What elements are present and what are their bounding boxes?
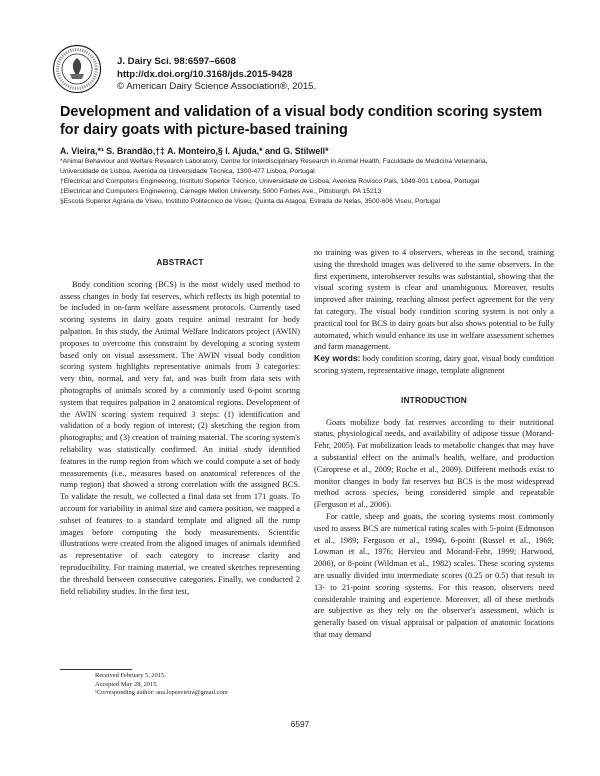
affiliation-line: *Animal Behaviour and Welfare Research Laboratory, Centre for Interdisciplinary Research in Animal Health, Faculdade de Medicina Veterinária, (60, 158, 488, 165)
keywords-label: Key words: (314, 353, 361, 364)
abstract-text: Body condition scoring (BCS) is the most widely used method to assess changes in body fat reserves, which reflects its high potential to be included in on-farm welfare assessment protocols. Currently used scoring systems in dairy goats require animal restraint for body palpation. In this study, the Animal Welfare Indicators project (AWIN) proposes to overcome this constraint by developing a scoring system based only on visual assessment. The AWIN visual body condition scoring system highlights representative animals from 3 categories: very thin, normal, and very fat, and was built from data sets with photographs of animals scored by a commonly used 6-point scoring system that requires palpation in 2 anatomical regions. Development of the AWIN scoring system required 3 steps: (1) identification and validation of a body region of interest; (2) sketching the region from photographs; and (3) creation of training material. The scoring system's reliability was statistically confirmed. An initial study identified features in the rump region from which we could compute a set of body measurements (i.e., measures based on anatomical references of the rump region) that showed a strong correlation with the assigned BCS. To validate the result, we collected a final data set from 171 goats. To account for variability in animal size and camera position, we mapped a subset of features to a standard template and aligned all the rump images before computing the body measurements. Scientific illustrations were created from the aligned images of animals identified as representative of each category to increase clarity and reproducibility. For training material, we created sketches representing the threshold between consecutive categories. Finally, we conducted 2 field reliability studies. In the first test, (60, 279, 300, 596)
corresponding-author[interactable]: ¹Corresponding author: ana.lopesvieira@gmail.com (95, 689, 228, 697)
footnote-divider (60, 669, 132, 670)
journal-doi[interactable]: http://dx.doi.org/10.3168/jds.2015-9428 (117, 68, 293, 80)
introduction-heading: INTRODUCTION (400, 394, 467, 405)
accepted-date: Accepted May 28, 2015. (95, 680, 159, 688)
adsa-logo-icon (52, 44, 102, 94)
introduction-paragraph: Goats mobilize body fat reserves according to their nutritional status, physiological needs, and availability of adipose tissue (Morand-Fehr, 2005). Fat mobilization leads to metabolic changes that may have a substantial effect on the animal's health, welfare, and production (Caroprese et al., 2009; Roche et al., 2009). Different methods exist to monitor changes in body fat reserves but BCS is the most widespread method across species, being considered simple and repeatable (Ferguson et al., 2006). (314, 417, 554, 510)
left-column (60, 247, 300, 597)
journal-citation: J. Dairy Sci. 98:6597–6608 (117, 56, 236, 67)
page-number: 6597 (290, 719, 310, 729)
author-list: A. Vieira,*¹ S. Brandão,†‡ A. Monteiro,§ I. Ajuda,* and G. Stilwell* (60, 146, 329, 156)
introduction-paragraph: For cattle, sheep and goats, the scoring systems most commonly used to assess BCS are numerical rating scales with 5-point (Edmonson et al., 1989; Ferguson et al., 1994), 6-point (Russel et al., 1969; Lowman et al., 1976; Hervieu and Morand-Fehr, 1999; Harwood, 2006), or 8-point (Wildman et al., 1982) scales. These scoring systems are usually divided into intermediate scores (0.25 or 0.5) that result in 13- to 21-point scoring systems. For this reason, observers need considerable training and experience. Moreover, all of these methods are subjective as they rely on the observer's assessment, which is generally based on visual appraisal or palpation of anatomic locations that may demand (314, 511, 554, 639)
journal-copyright: © American Dairy Science Association®, 2015. (117, 81, 317, 92)
abstract-heading: ABSTRACT (156, 257, 204, 267)
footnotes (60, 672, 300, 698)
right-column (314, 247, 554, 641)
affiliation-line: ‡Electrical and Computers Engineering, Carnegie Mellon University, 5000 Forbes Ave., Pittsburgh, PA 15213 (60, 187, 382, 195)
affiliations (60, 157, 550, 207)
keywords (314, 353, 554, 377)
journal-header (117, 56, 537, 94)
received-date: Received February 5, 2015. (95, 672, 166, 679)
affiliation-line: †Electrical and Computers Engineering, Instituto Superior Técnico, Universidade de Lisboa, Avenida Rovisco Pais, 1049-001 Lisboa, Portugal (60, 177, 480, 185)
keywords-text: body condition scoring, dairy goat, visual body condition scoring system, representative image, template alignment (314, 354, 555, 375)
article-title: Development and validation of a visual body condition scoring system for dairy goats with picture-based training (60, 104, 543, 138)
affiliation-line: Universidade de Lisboa, Avenida da Universidade Técnica, 1300-477 Lisboa, Portugal (60, 167, 315, 175)
abstract-continuation: no training was given to 4 observers, whereas in the second, training using the threshold images was delivered to the same observers. In the first experiment, interobserver results was substantial, showing that the visual scoring system is clear and unambiguous. Moreover, results improved after training, reaching almost perfect agreement for the very fat category. The visual body condition scoring system is not only a practical tool for BCS in dairy goats but also shows potential to be fully automated, which would enhance its use in welfare assessment schemes and farm management. (314, 248, 554, 352)
affiliation-line: §Escola Superior Agrária de Viseu, Instituto Politécnico de Viseu, Quinta da Alagoa, Estrada de Nelas, 3500-606 Viseu, Portugal (60, 197, 440, 205)
